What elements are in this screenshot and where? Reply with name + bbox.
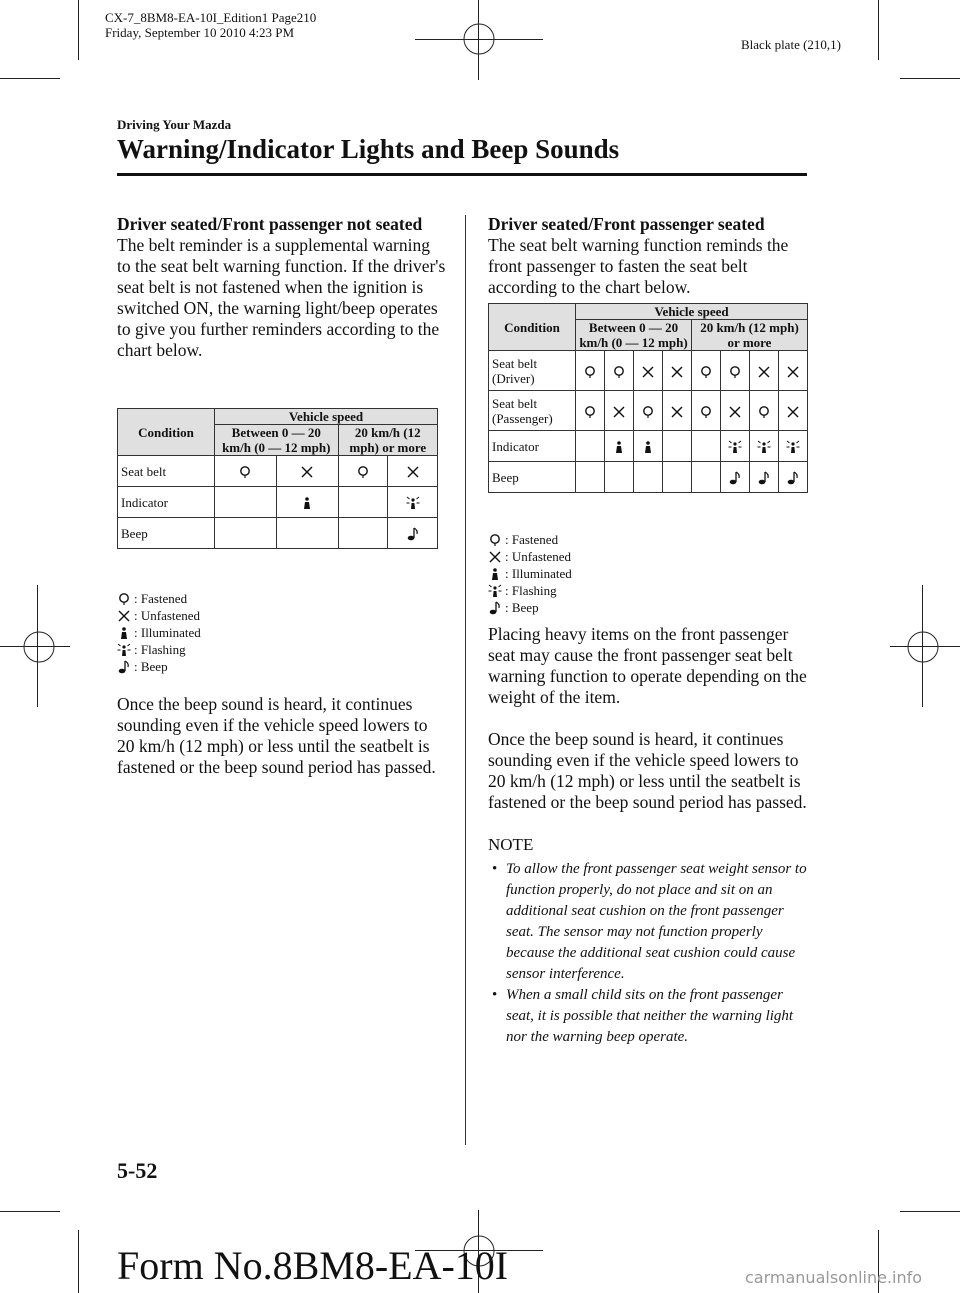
unfastened-icon xyxy=(753,365,775,379)
legend-beep: : Beep xyxy=(505,600,539,615)
fastened-icon xyxy=(579,365,601,379)
flashing-icon xyxy=(117,643,131,657)
fastened-icon xyxy=(753,405,775,419)
unfastened-icon xyxy=(637,365,659,379)
speed-low-header: Between 0 — 20 km/h (0 — 12 mph) xyxy=(215,425,339,456)
fastened-icon xyxy=(579,405,601,419)
legend-unfastened: : Unfastened xyxy=(505,549,572,564)
left-paragraph-2: Once the beep sound is heard, it continues sounding even if the vehicle speed lowers to 20 km/h (12 mph) or less until the seatbelt is fastened or the beep sound period has passed. xyxy=(117,694,436,777)
unfastened-icon xyxy=(296,465,318,479)
right-paragraph-2: Placing heavy items on the front passenger seat may cause the front passenger seat belt warning function to operate depending on the weight of the item. xyxy=(488,624,807,707)
illuminated-icon xyxy=(488,567,502,581)
beep-icon xyxy=(724,471,746,485)
condition-header: Condition xyxy=(489,304,576,351)
legend-fastened: : Fastened xyxy=(505,532,559,547)
beep-icon xyxy=(782,471,804,485)
row-label: Indicator xyxy=(489,431,576,462)
crop-mark xyxy=(78,1230,79,1293)
legend-flashing: : Flashing xyxy=(134,642,186,657)
fastened-icon xyxy=(608,365,630,379)
speed-high-header: 20 km/h (12 mph) or more xyxy=(338,425,437,456)
unfastened-icon xyxy=(488,550,502,564)
right-paragraph-1: The seat belt warning function reminds the front passenger to fasten the seat belt according to the chart below. xyxy=(488,235,789,297)
right-status-table xyxy=(488,303,808,493)
right-paragraph-3: Once the beep sound is heard, it continues sounding even if the vehicle speed lowers to 20 km/h (12 mph) or less until the seatbelt is fastened or the beep sound period has passed. xyxy=(488,729,807,812)
speed-low-header: Between 0 — 20 km/h (0 — 12 mph) xyxy=(576,320,692,351)
condition-header: Condition xyxy=(118,409,215,456)
unfastened-icon xyxy=(724,405,746,419)
vehicle-speed-header: Vehicle speed xyxy=(576,304,808,320)
row-label: Indicator xyxy=(118,487,215,518)
illuminated-icon xyxy=(296,496,318,510)
crop-mark xyxy=(900,78,960,79)
illuminated-icon xyxy=(117,626,131,640)
section-label: Driving Your Mazda xyxy=(117,117,232,132)
fastened-icon xyxy=(724,365,746,379)
right-legend xyxy=(488,531,572,616)
row-label: Beep xyxy=(489,462,576,493)
note-block xyxy=(488,834,808,1048)
unfastened-icon xyxy=(608,405,630,419)
row-label: Beep xyxy=(118,518,215,549)
registration-circle xyxy=(906,630,940,664)
fastened-icon xyxy=(637,405,659,419)
left-column xyxy=(117,214,447,382)
page-number: 5-52 xyxy=(117,1158,158,1183)
beep-icon xyxy=(753,471,775,485)
fastened-icon xyxy=(695,365,717,379)
fastened-icon xyxy=(117,592,131,606)
crop-mark xyxy=(878,0,879,60)
beep-icon xyxy=(488,601,502,615)
fastened-icon xyxy=(488,533,502,547)
unfastened-icon xyxy=(782,405,804,419)
vehicle-speed-header: Vehicle speed xyxy=(215,409,438,425)
note-item: • When a small child sits on the front passenger seat, it is possible that neither the warning light nor the warning beep operate. xyxy=(506,985,808,1048)
unfastened-icon xyxy=(666,365,688,379)
unfastened-icon xyxy=(782,365,804,379)
left-paragraph-2-block xyxy=(117,694,447,799)
flashing-icon xyxy=(402,496,424,510)
left-status-table xyxy=(117,408,438,549)
date-line: Friday, September 10 2010 4:23 PM xyxy=(105,25,295,40)
fastened-icon xyxy=(352,465,374,479)
watermark: carmanualsonline.info xyxy=(745,1268,923,1287)
crop-mark xyxy=(900,1211,960,1212)
fastened-icon xyxy=(695,405,717,419)
crop-mark xyxy=(0,1211,60,1212)
note-item: • To allow the front passenger seat weight sensor to function properly, do not place and sit on an additional seat cushion on the front passenger seat. The sensor may not function properly because the additional seat cushion could cause sensor interference. xyxy=(506,859,808,985)
note-title: NOTE xyxy=(488,835,534,854)
unfastened-icon xyxy=(666,405,688,419)
unfastened-icon xyxy=(117,609,131,623)
speed-high-header: 20 km/h (12 mph) or more xyxy=(692,320,808,351)
legend-unfastened: : Unfastened xyxy=(134,608,201,623)
crop-mark xyxy=(78,0,79,60)
row-label: Seat belt (Driver) xyxy=(489,351,576,391)
flashing-icon xyxy=(782,440,804,454)
legend-flashing: : Flashing xyxy=(505,583,557,598)
row-label: Seat belt xyxy=(118,456,215,487)
flashing-icon xyxy=(488,584,502,598)
file-info xyxy=(105,10,316,40)
left-paragraph-1: The belt reminder is a supplemental warning to the seat belt warning function. If the driver's seat belt is not fastened when the ignition is switched ON, the warning light/beep operates to give you further reminders according to the chart below. xyxy=(117,235,446,360)
plate-label: Black plate (210,1) xyxy=(741,37,841,52)
column-divider xyxy=(465,215,466,1145)
right-paragraphs xyxy=(488,624,808,1048)
page-title: Warning/Indicator Lights and Beep Sounds xyxy=(117,134,620,164)
illuminated-icon xyxy=(608,440,630,454)
legend-illuminated: : Illuminated xyxy=(505,566,572,581)
flashing-icon xyxy=(753,440,775,454)
legend-illuminated: : Illuminated xyxy=(134,625,201,640)
beep-icon xyxy=(117,660,131,674)
beep-icon xyxy=(402,527,424,541)
unfastened-icon xyxy=(402,465,424,479)
flashing-icon xyxy=(724,440,746,454)
form-number: Form No.8BM8-EA-10I xyxy=(117,1243,509,1288)
title-rule xyxy=(117,173,807,176)
left-heading: Driver seated/Front passenger not seated xyxy=(117,214,423,234)
registration-circle xyxy=(462,22,496,56)
legend-beep: : Beep xyxy=(134,659,168,674)
legend-fastened: : Fastened xyxy=(134,591,188,606)
row-label: Seat belt (Passenger) xyxy=(489,391,576,431)
illuminated-icon xyxy=(637,440,659,454)
file-line: CX-7_8BM8-EA-10I_Edition1 Page210 xyxy=(105,10,317,25)
registration-circle xyxy=(22,630,56,664)
left-legend xyxy=(117,590,201,675)
fastened-icon xyxy=(234,465,256,479)
right-heading: Driver seated/Front passenger seated xyxy=(488,214,765,234)
crop-mark xyxy=(0,78,60,79)
